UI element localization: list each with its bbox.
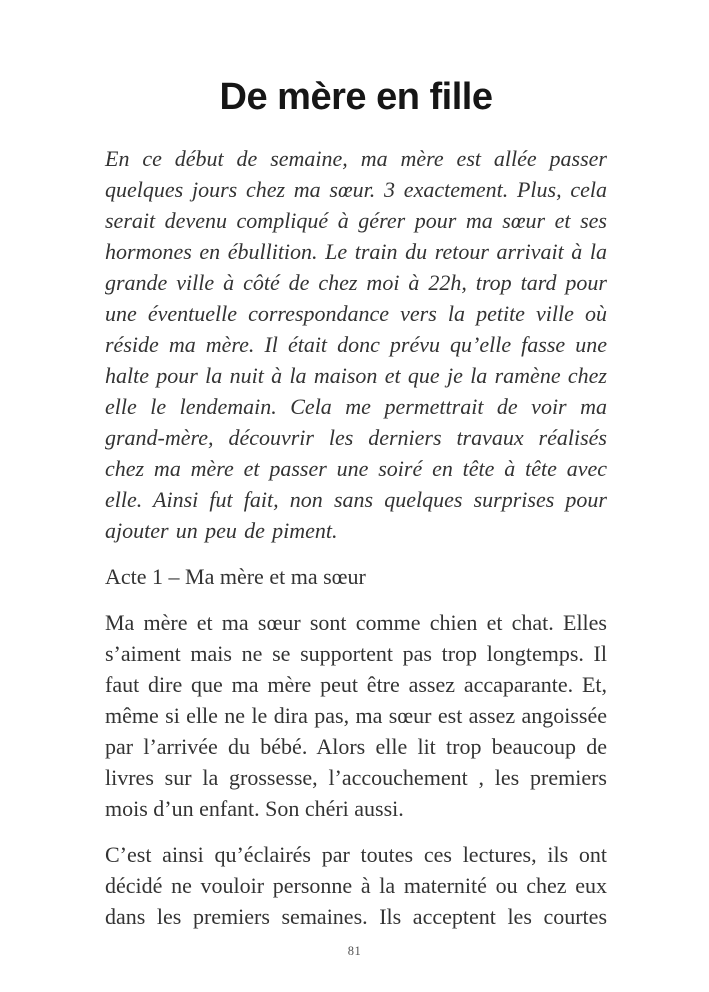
body-paragraph-1: Ma mère et ma sœur sont comme chien et chat. Elles s’aiment mais ne se supportent pas trop longtemps. Il faut dire que ma mère peut être assez accaparante. Et, même si elle ne le dira pas, ma sœur est assez angoissée par l’arrivée du bébé. Alors elle lit trop beaucoup de livres sur la grossesse, l’accouchement , les premiers mois d’un enfant. Son chéri aussi. [105, 610, 607, 821]
chapter-title: De mère en fille [219, 76, 493, 118]
act-heading: Acte 1 – Ma mère et ma sœur [105, 564, 366, 589]
intro-paragraph: En ce début de semaine, ma mère est allée passer quelques jours chez ma sœur. 3 exactement. Plus, cela serait devenu compliqué à gérer pour ma sœur et ses hormones en ébullition. Le train du retour arrivait à la grande ville à côté de chez moi à 22h, trop tard pour une éventuelle correspondance vers la petite ville où réside ma mère. Il était donc prévu qu’elle fasse une halte pour la nuit à la maison et que je la ramène chez elle le lendemain. Cela me permettrait de voir ma grand-mère, découvrir les derniers travaux réalisés chez ma mère et passer une soiré en tête à tête avec elle. Ainsi fut fait, non sans quelques surprises pour ajouter un peu de piment. [105, 146, 607, 543]
body-paragraph-2: C’est ainsi qu’éclairés par toutes ces lectures, ils ont décidé ne vouloir personne à la maternité ou chez eux dans les premiers semaines. Ils acceptent les courtes [105, 842, 607, 929]
page-number: 81 [347, 944, 362, 958]
